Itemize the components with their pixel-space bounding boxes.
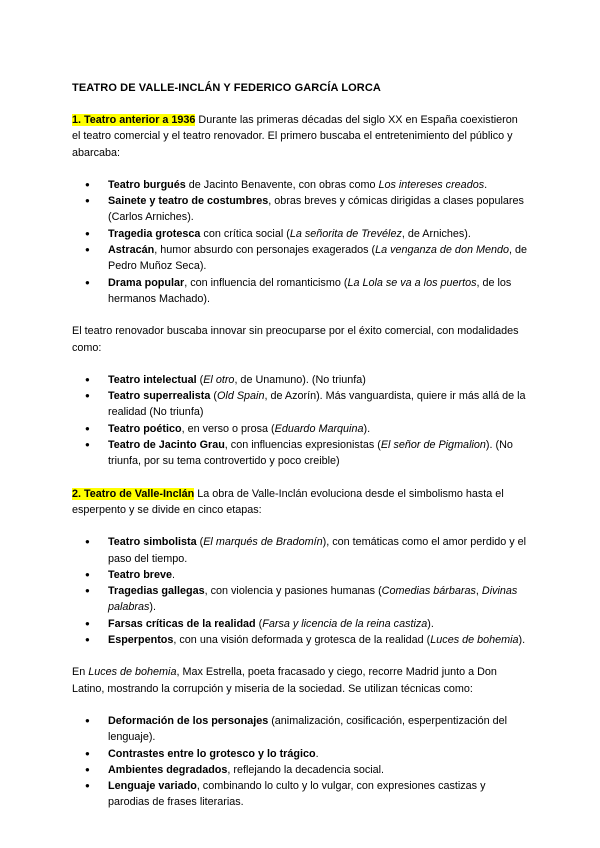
document-page: [72, 81, 528, 827]
list-item: ● Teatro simbolista (El marqués de Bradomín), con temáticas como el amor perdido y el paso del tiempo.: [72, 534, 528, 567]
valle-inclan-stages-list: [72, 534, 528, 648]
list-item: ● Astracán, humor absurdo con personajes exagerados (La venganza de don Mendo, de Pedro Muñoz Seca).: [72, 242, 528, 275]
section2-paragraph: [72, 486, 528, 519]
renovador-theatre-list: [72, 372, 528, 470]
list-item: ● Teatro poético, en verso o prosa (Eduardo Marquina).: [72, 421, 528, 437]
luces-paragraph: En Luces de bohemia, Max Estrella, poeta fracasado y ciego, recorre Madrid junto a Don Latino, mostrando la corrupción y miseria de la sociedad. Se utilizan técnicas como:: [72, 666, 497, 695]
commercial-theatre-list: [72, 177, 528, 307]
list-item: ● Teatro breve.: [72, 567, 528, 583]
list-item: ● Tragedias gallegas, con violencia y pasiones humanas (Comedias bárbaras, Divinas palabras).: [72, 583, 528, 616]
list-item: ● Ambientes degradados, reflejando la decadencia social.: [72, 762, 528, 778]
list-item: ● Lenguaje variado, combinando lo culto y lo vulgar, con expresiones castizas y parodias de frases literarias.: [72, 778, 528, 811]
section2-heading: 2. Teatro de Valle-Inclán: [72, 487, 195, 500]
list-item: ● Drama popular, con influencia del romanticismo (La Lola se va a los puertos, de los hermanos Machado).: [72, 275, 528, 308]
list-item: ● Esperpentos, con una visión deformada y grotesca de la realidad (Luces de bohemia).: [72, 632, 528, 648]
list-item: ● Deformación de los personajes (animalización, cosificación, esperpentización del lenguaje).: [72, 713, 528, 746]
intro-paragraph: [72, 112, 528, 161]
list-item: ● Teatro burgués de Jacinto Benavente, con obras como Los intereses creados.: [72, 177, 528, 193]
list-item: ● Teatro intelectual (El otro, de Unamuno). (No triunfa): [72, 372, 528, 388]
section1-heading: 1. Teatro anterior a 1936: [72, 114, 196, 126]
list-item: ● Contrastes entre lo grotesco y lo trágico.: [72, 746, 528, 762]
list-item: ● Teatro de Jacinto Grau, con influencias expresionistas (El señor de Pigmalion). (No triunfa, por su tema controvertido y poco creible): [72, 437, 528, 470]
renovador-intro: El teatro renovador buscaba innovar sin preocuparse por el éxito comercial, con modalidades como:: [72, 325, 519, 354]
intro-text: Durante las primeras décadas del siglo XX en España coexistieron el teatro comercial y el teatro renovador. El primero buscaba el entretenimiento del público y abarcaba:: [72, 114, 518, 159]
techniques-list: [72, 713, 528, 811]
section2-text: La obra de Valle-Inclán evoluciona desde el simbolismo hasta el esperpento y se divide en cinco etapas:: [72, 487, 504, 516]
document-title: TEATRO DE VALLE-INCLÁN Y FEDERICO GARCÍA LORCA: [72, 82, 381, 94]
list-item: ● Teatro superrealista (Old Spain, de Azorín). Más vanguardista, quiere ir más allá de la realidad (No triunfa): [72, 388, 528, 421]
list-item: ● Tragedia grotesca con crítica social (La señorita de Trevélez, de Arniches).: [72, 226, 528, 242]
list-item: ● Sainete y teatro de costumbres, obras breves y cómicas dirigidas a clases populares (Carlos Arniches).: [72, 193, 528, 226]
list-item: ● Farsas críticas de la realidad (Farsa y licencia de la reina castiza).: [72, 616, 528, 632]
